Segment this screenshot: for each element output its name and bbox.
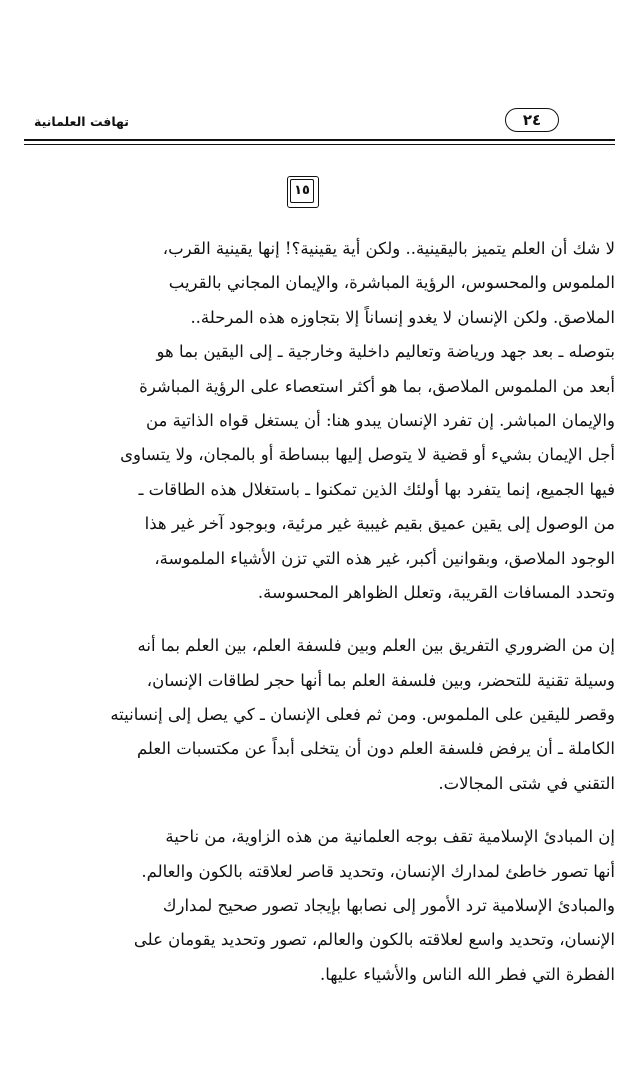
text-line: أجل الإيمان بشيء أو قضية لا يتوصل إليها ببساطة أو بالمجان، ولا يتساوى [120,445,615,465]
header-rule-thick [24,139,615,141]
text-line: الملاصق. ولكن الإنسان لا يغدو إنساناً إلا بتجاوزه هذه المرحلة.. [190,307,615,327]
paragraph-2 [46,629,615,801]
text-line: وسيلة تقنية للتحضر، وبين فلسفة العلم بما أنها حجر لطاقات الإنسان، [146,670,615,690]
text-line: بتوصله ـ بعد جهد ورياضة وتعاليم داخلية وخارجية ـ إلى اليقين بما هو [156,342,615,362]
text-line: التقني في شتى المجالات. [438,773,615,793]
text-line: الوجود الملاصق، وبقوانين أكبر، غير هذه التي تزن الأشياء الملموسة، [154,548,615,568]
text-line: والمبادئ الإسلامية ترد الأمور إلى نصابها بإيجاد تصور صحيح لمدارك [162,896,615,916]
text-line: الكاملة ـ أن يرفض فلسفة العلم دون أن يتخلى أبداً عن مكتسبات العلم [136,739,615,759]
text-line: الإنسان، وتحديد واسع لعلاقته بالكون والعالم، تصور وتحديد يقومان على [133,930,615,950]
text-line: وقصر لليقين على الملموس. ومن ثم فعلى الإنسان ـ كي يصل إلى إنسانيته [110,705,615,725]
text-line: إن من الضروري التفريق بين العلم وبين فلسفة العلم، بين العلم بما أنه [137,636,615,656]
text-line: فيها الجميع، إنما يتفرد بها أولئك الذين تمكنوا ـ باستغلال هذه الطاقات ـ [138,479,615,499]
paragraph-1 [46,232,615,610]
paragraph-3 [46,820,615,992]
text-line: من الوصول إلى يقين عميق بقيم غيبية غير مرئية، وبوجود آخر غير هذا [144,514,615,534]
text-line: إن المبادئ الإسلامية تقف بوجه العلمانية من هذه الزاوية، من ناحية [165,827,615,847]
text-line: الملموس والمحسوس، الرؤية المباشرة، والإيمان المجاني بالقريب [168,273,615,293]
text-line: وتحدد المسافات القريبة، وتعلل الظواهر المحسوسة. [257,582,615,602]
text-line: أبعد من الملموس الملاصق، بما هو أكثر استعصاء على الرؤية المباشرة [139,376,615,396]
section-number: ١٥ [290,179,314,203]
text-line: أنها تصور خاطئ لمدارك الإنسان، وتحديد قاصر لعلاقته بالكون والعالم. [141,861,615,881]
page-header [24,104,615,140]
text-line: والإيمان المباشر. إن تفرد الإنسان يبدو هنا: أن يستغل قواه الذاتية من [145,410,615,430]
running-title: تهافت العلمانية [34,114,129,129]
header-rule-thin [24,144,615,145]
page-number: ٢٤ [505,108,559,132]
body-text [46,232,615,1011]
text-line: لا شك أن العلم يتميز باليقينية.. ولكن أية يقينية؟! إنها يقينية القرب، [162,239,615,258]
section-number-frame [287,176,319,208]
text-line: الفطرة التي فطر الله الناس والأشياء عليها. [320,964,615,984]
